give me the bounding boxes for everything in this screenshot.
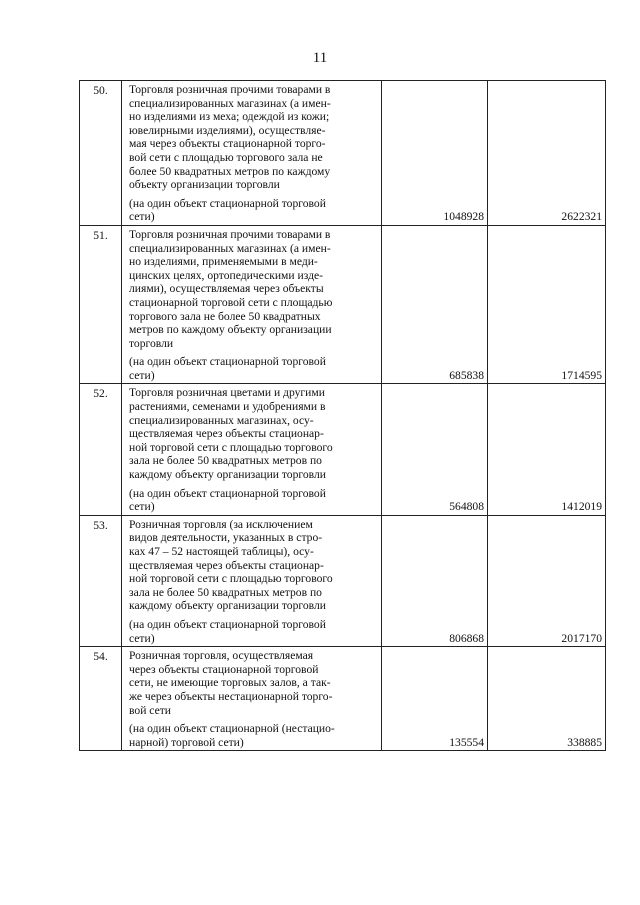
description-line: торгового зала не более 50 квадратных xyxy=(129,309,321,323)
value-column-2: 1714595 xyxy=(488,225,606,384)
table-row xyxy=(80,225,606,384)
value-column-1: 1048928 xyxy=(382,81,488,226)
description-line: же через объекты нестационарной торго- xyxy=(129,689,333,703)
unit-note xyxy=(129,197,377,224)
row-number: 53. xyxy=(80,515,122,646)
description-line: ществляемая через объекты стационар- xyxy=(129,427,324,441)
unit-note xyxy=(129,487,377,514)
description-line: ной торговой сети с площадью торгового xyxy=(129,440,333,454)
description-line: Торговля розничная прочими товарами в xyxy=(129,227,331,241)
activity-description xyxy=(129,518,377,613)
activity-description xyxy=(129,386,377,481)
description-line: специализированных магазинах (а имен- xyxy=(129,241,331,255)
description-line: ществляемая через объекты стационар- xyxy=(129,558,324,572)
description-line: ной торговой сети с площадью торгового xyxy=(129,572,333,586)
description-line: ювелирными изделиями), осуществляе- xyxy=(129,123,326,137)
description-line: но изделиями, применяемыми в меди- xyxy=(129,255,318,269)
value-column-1: 806868 xyxy=(382,515,488,646)
note-line: (на один объект стационарной торговой xyxy=(129,196,326,210)
description-line: мая через объекты стационарной торго- xyxy=(129,137,326,151)
value-column-2: 2622321 xyxy=(488,81,606,226)
description-line: ках 47 – 52 настоящей таблицы), осу- xyxy=(129,545,314,558)
row-description xyxy=(122,225,382,384)
row-description xyxy=(122,647,382,751)
description-line: растениями, семенами и удобрениями в xyxy=(129,400,326,414)
note-line: нарной) торговой сети) xyxy=(129,735,244,749)
note-line: (на один объект стационарной торговой xyxy=(129,355,326,369)
value-column-1: 135554 xyxy=(382,647,488,751)
table-row xyxy=(80,81,606,226)
activity-description xyxy=(129,83,377,192)
description-line: вой сети с площадью торгового зала не xyxy=(129,150,323,164)
unit-note xyxy=(129,355,377,382)
value-column-1: 685838 xyxy=(382,225,488,384)
description-line: лиями), осуществляемая через объекты xyxy=(129,282,324,296)
row-description xyxy=(122,384,382,515)
activity-rates-table xyxy=(79,80,606,751)
description-line: через объекты стационарной торговой xyxy=(129,662,319,676)
note-line: сети) xyxy=(129,500,155,514)
table-row xyxy=(80,647,606,751)
table-row xyxy=(80,515,606,646)
value-column-2: 338885 xyxy=(488,647,606,751)
description-line: объекту организации торговли xyxy=(129,178,280,192)
row-number: 52. xyxy=(80,384,122,515)
description-line: специализированных магазинах, осу- xyxy=(129,413,314,427)
description-line: каждому объекту организации торговли xyxy=(129,599,326,613)
note-line: (на один объект стационарной (нестацио- xyxy=(129,722,335,736)
table-body xyxy=(80,81,606,751)
description-line: Торговля розничная прочими товарами в xyxy=(129,83,331,96)
value-column-2: 2017170 xyxy=(488,515,606,646)
row-description xyxy=(122,515,382,646)
unit-note xyxy=(129,618,377,645)
table-row xyxy=(80,384,606,515)
note-line: (на один объект стационарной торговой xyxy=(129,617,326,631)
page-number: 11 xyxy=(312,50,328,66)
description-line: цинских целях, ортопедическими изде- xyxy=(129,268,323,282)
description-line: торговли xyxy=(129,336,174,350)
description-line: каждому объекту организации торговли xyxy=(129,468,326,482)
description-line: но изделиями из меха; одеждой из кожи; xyxy=(129,110,330,124)
description-line: Торговля розничная цветами и другими xyxy=(129,386,325,400)
note-line: (на один объект стационарной торговой xyxy=(129,486,326,500)
description-line: зала не более 50 квадратных метров по xyxy=(129,454,322,468)
activity-description xyxy=(129,649,377,717)
note-line: сети) xyxy=(129,631,155,645)
description-line: зала не более 50 квадратных метров по xyxy=(129,585,322,599)
description-line: стационарной торговой сети с площадью xyxy=(129,295,333,309)
description-line: более 50 квадратных метров по каждому xyxy=(129,164,331,178)
row-number: 54. xyxy=(80,647,122,751)
row-number: 51. xyxy=(80,225,122,384)
description-line: Розничная торговля, осуществляемая xyxy=(129,649,314,663)
description-line: специализированных магазинах (а имен- xyxy=(129,96,331,110)
description-line: Розничная торговля (за исключением xyxy=(129,517,313,531)
value-column-2: 1412019 xyxy=(488,384,606,515)
description-line: видов деятельности, указанных в стро- xyxy=(129,531,323,545)
description-line: сети, не имеющие торговых залов, а так- xyxy=(129,676,331,690)
note-line: сети) xyxy=(129,210,155,224)
activity-description xyxy=(129,228,377,350)
unit-note xyxy=(129,722,377,749)
description-line: вой сети xyxy=(129,703,171,717)
row-description xyxy=(122,81,382,226)
row-number: 50. xyxy=(80,81,122,226)
description-line: метров по каждому объекту организации xyxy=(129,323,332,337)
note-line: сети) xyxy=(129,368,155,382)
value-column-1: 564808 xyxy=(382,384,488,515)
